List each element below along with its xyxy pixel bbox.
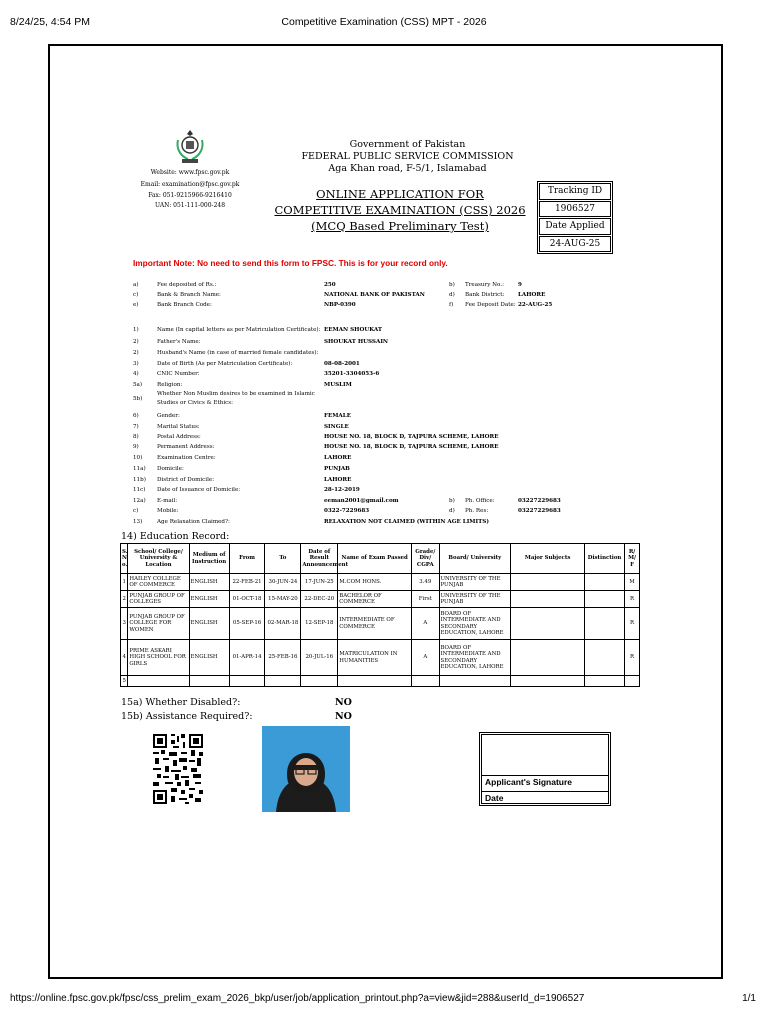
fee-label-c: Bank & Branch Name: xyxy=(157,292,221,298)
table-cell: ENGLISH xyxy=(189,574,229,591)
assistance-value: NO xyxy=(335,711,352,722)
field-value-gender: FEMALE xyxy=(324,413,351,419)
email-text: Email: examination@fpsc.gov.pk xyxy=(140,181,240,188)
fee-label-f: Fee Deposit Date: xyxy=(465,302,516,308)
field-label-dob: Date of Birth (As per Matriculation Certificate): xyxy=(157,361,293,367)
table-cell: M xyxy=(625,574,640,591)
date-applied-label: Date Applied xyxy=(539,218,611,235)
table-cell xyxy=(229,676,265,687)
table-cell: 01-OCT-18 xyxy=(229,591,265,608)
tracking-box xyxy=(537,181,613,254)
pakistan-emblem-icon xyxy=(175,128,205,164)
table-cell: 3.49 xyxy=(412,574,439,591)
table-cell: 4 xyxy=(121,640,128,676)
field-value-cnic: 35201-3304053-6 xyxy=(324,371,380,377)
table-cell xyxy=(511,640,585,676)
fee-key-f: f) xyxy=(449,302,454,308)
table-cell: PUNJAB GROUP OF COLLEGES xyxy=(128,591,189,608)
date-applied-value: 24-AUG-25 xyxy=(539,236,611,253)
field-num: 5a) xyxy=(133,382,143,388)
table-cell: 1 xyxy=(121,574,128,591)
field-label-religion: Religion: xyxy=(157,382,183,388)
table-cell: R xyxy=(625,640,640,676)
field-num: d) xyxy=(449,508,455,514)
field-num: 3) xyxy=(133,361,139,367)
field-label-name: Name (In capital letters as per Matriculation Certificate): xyxy=(157,327,321,333)
qr-code-icon xyxy=(153,734,203,804)
field-num: 2) xyxy=(133,339,139,345)
field-label-permanent: Permanent Address: xyxy=(157,444,215,450)
table-cell xyxy=(585,591,625,608)
table-cell: 15-MAY-20 xyxy=(265,591,301,608)
fee-value-f: 22-AUG-25 xyxy=(518,302,553,308)
table-cell: HAILEY COLLEGE OF COMMERCE xyxy=(128,574,189,591)
table-cell: 3 xyxy=(121,608,128,640)
field-num: 11b) xyxy=(133,477,146,483)
fee-value-b: 9 xyxy=(518,282,522,288)
table-cell: UNIVERSITY OF THE PUNJAB xyxy=(439,574,511,591)
field-num: 11a) xyxy=(133,466,146,472)
col-header-from: From xyxy=(229,544,265,574)
field-num: 12a) xyxy=(133,498,146,504)
field-label-centre: Examination Centre: xyxy=(157,455,216,461)
col-header-sno: S. N o. xyxy=(121,544,128,574)
field-value-marital: SINGLE xyxy=(324,424,349,430)
fax-text: Fax: 051-9215966-9216410 xyxy=(148,192,232,199)
website-text: Website: www.fpsc.gov.pk xyxy=(150,169,230,176)
disabled-label: 15a) Whether Disabled?: xyxy=(121,697,241,708)
table-cell: 30-JUN-24 xyxy=(265,574,301,591)
signature-box xyxy=(479,732,611,806)
print-datetime: 8/24/25, 4:54 PM xyxy=(10,16,90,28)
fee-value-a: 250 xyxy=(324,282,336,288)
col-header-major: Major Subjects xyxy=(511,544,585,574)
field-label-ph-office: Ph. Office: xyxy=(465,498,495,504)
field-value-mobile: 0322-7229683 xyxy=(324,508,370,514)
fee-label-d: Bank District: xyxy=(465,292,505,298)
fee-value-c: NATIONAL BANK OF PAKISTAN xyxy=(324,292,425,298)
table-cell: 12-SEP-18 xyxy=(301,608,338,640)
assistance-label: 15b) Assistance Required?: xyxy=(121,711,253,722)
field-label-marital: Marital Status: xyxy=(157,424,200,430)
org-line2: FEDERAL PUBLIC SERVICE COMMISSION xyxy=(301,151,514,162)
tracking-id-value: 1906527 xyxy=(539,201,611,218)
col-header-rmf: R/ M/ F xyxy=(625,544,640,574)
table-cell xyxy=(585,574,625,591)
field-num: 13) xyxy=(133,519,143,525)
field-value-email: eeman2001@gmail.com xyxy=(324,498,399,504)
table-cell: INTERMEDIATE OF COMMERCE xyxy=(338,608,412,640)
table-row xyxy=(121,676,640,687)
important-note: Important Note: No need to send this form to FPSC. This is for your record only. xyxy=(133,258,448,268)
table-cell: 22-FEB-21 xyxy=(229,574,265,591)
form-title-line2: COMPETITIVE EXAMINATION (CSS) 2026 xyxy=(274,203,526,217)
field-label-district: District of Domicile: xyxy=(157,477,215,483)
table-cell: 17-JUN-25 xyxy=(301,574,338,591)
fee-key-d: d) xyxy=(449,292,455,298)
print-page-number: 1/1 xyxy=(742,993,756,1004)
table-cell: 20-JUL-16 xyxy=(301,640,338,676)
table-row xyxy=(121,640,640,676)
table-cell: 05-SEP-16 xyxy=(229,608,265,640)
field-num: 5b) xyxy=(133,396,143,402)
field-value-centre: LAHORE xyxy=(324,455,352,461)
field-label-mobile: Mobile: xyxy=(157,508,179,514)
table-cell xyxy=(511,574,585,591)
field-label-husband: Husband's Name (in case of married female candidates): xyxy=(157,350,319,356)
field-label-non-muslim: Whether Non Muslim desires to be examined in Islamic xyxy=(157,391,315,397)
table-cell: R xyxy=(625,608,640,640)
disabled-value: NO xyxy=(335,697,352,708)
fee-key-e: e) xyxy=(133,302,139,308)
table-cell xyxy=(585,608,625,640)
table-cell: R xyxy=(625,591,640,608)
table-cell: A xyxy=(412,640,439,676)
fee-value-d: LAHORE xyxy=(518,292,546,298)
field-num: b) xyxy=(449,498,455,504)
col-header-medium: Medium of Instruction xyxy=(189,544,229,574)
field-value-ph-office: 03227229683 xyxy=(518,498,561,504)
field-label-non-muslim-2: Studies or Civics & Ethics: xyxy=(157,400,233,406)
print-page-title: Competitive Examination (CSS) MPT - 2026 xyxy=(281,16,487,28)
field-num: 8) xyxy=(133,434,139,440)
col-header-distinction: Distinction xyxy=(585,544,625,574)
field-label-ph-res: Ph. Res: xyxy=(465,508,489,514)
table-cell xyxy=(301,676,338,687)
field-value-domicile-date: 28-12-2019 xyxy=(324,487,360,493)
field-value-name: EEMAN SHOUKAT xyxy=(324,327,383,333)
table-cell: 25-FEB-16 xyxy=(265,640,301,676)
education-heading: 14) Education Record: xyxy=(121,531,230,542)
signature-date-label: Date xyxy=(482,791,608,805)
table-cell: M.COM HONS. xyxy=(338,574,412,591)
field-label-cnic: CNIC Number: xyxy=(157,371,200,377)
field-label-postal: Postal Address: xyxy=(157,434,201,440)
table-cell: ENGLISH xyxy=(189,640,229,676)
col-header-exam: Name of Exam Passed xyxy=(338,544,412,574)
table-cell: PRIME ASKARI HIGH SCHOOL FOR GIRLS xyxy=(128,640,189,676)
applicant-photo xyxy=(262,726,350,812)
field-label-domicile: Domicile: xyxy=(157,466,184,472)
field-num: 4) xyxy=(133,371,139,377)
table-cell: 02-MAR-18 xyxy=(265,608,301,640)
org-line1: Government of Pakistan xyxy=(349,139,466,150)
table-row xyxy=(121,574,640,591)
table-cell xyxy=(585,640,625,676)
table-row xyxy=(121,591,640,608)
table-cell: BOARD OF INTERMEDIATE AND SECONDARY EDUCATION, LAHORE xyxy=(439,640,511,676)
field-value-domicile: PUNJAB xyxy=(324,466,350,472)
col-header-result-date: Date of Result Announcement xyxy=(301,544,338,574)
table-cell: A xyxy=(412,608,439,640)
table-cell: BOARD OF INTERMEDIATE AND SECONDARY EDUCATION, LAHORE xyxy=(439,608,511,640)
table-cell xyxy=(625,676,640,687)
field-num: 9) xyxy=(133,444,139,450)
uan-text: UAN: 051-111-000-248 xyxy=(154,202,226,209)
table-cell xyxy=(585,676,625,687)
col-header-school: School/ College/ University & Location xyxy=(128,544,189,574)
table-cell: PUNJAB GROUP OF COLLEGE FOR WOMEN xyxy=(128,608,189,640)
table-cell: 2 xyxy=(121,591,128,608)
education-table xyxy=(120,543,640,687)
field-label-gender: Gender: xyxy=(157,413,180,419)
col-header-board: Board/ University xyxy=(439,544,511,574)
table-cell: BACHELOR OF COMMERCE xyxy=(338,591,412,608)
form-title-line1: ONLINE APPLICATION FOR xyxy=(316,187,484,201)
field-label-age-relaxation: Age Relaxation Claimed?: xyxy=(157,519,230,525)
fee-key-c: c) xyxy=(133,292,139,298)
print-footer-url: https://online.fpsc.gov.pk/fpsc/css_prelim_exam_2026_bkp/user/job/application_printout.php?a=view&jid=288&userId_d=1906527 xyxy=(10,993,585,1004)
field-value-father: SHOUKAT HUSSAIN xyxy=(324,339,389,345)
table-cell xyxy=(338,676,412,687)
fee-label-e: Bank Branch Code: xyxy=(157,302,212,308)
table-cell xyxy=(511,608,585,640)
col-header-to: To xyxy=(265,544,301,574)
field-num: c) xyxy=(133,508,139,514)
table-cell xyxy=(511,676,585,687)
tracking-id-label: Tracking ID xyxy=(539,183,611,200)
field-num: 10) xyxy=(133,455,143,461)
field-value-age-relaxation: RELAXATION NOT CLAIMED (WITHIN AGE LIMITS) xyxy=(324,519,489,525)
org-line3: Aga Khan road, F-5/1, Islamabad xyxy=(328,163,487,174)
table-cell: First xyxy=(412,591,439,608)
field-value-religion: MUSLIM xyxy=(324,382,352,388)
field-value-permanent: HOUSE NO. 18, BLOCK D, TAJPURA SCHEME, LAHORE xyxy=(324,444,499,450)
field-value-postal: HOUSE NO. 18, BLOCK D, TAJPURA SCHEME, LAHORE xyxy=(324,434,499,440)
table-cell xyxy=(439,676,511,687)
table-cell xyxy=(189,676,229,687)
education-header-row xyxy=(121,544,640,574)
table-cell xyxy=(412,676,439,687)
table-cell: 22-DEC-20 xyxy=(301,591,338,608)
field-num: 7) xyxy=(133,424,139,430)
fee-value-e: NBP-0390 xyxy=(324,302,356,308)
signature-label: Applicant's Signature xyxy=(482,775,608,789)
table-cell: 5 xyxy=(121,676,128,687)
fee-label-a: Fee deposited of Rs.: xyxy=(157,282,217,288)
field-label-email: E-mail: xyxy=(157,498,178,504)
table-cell: ENGLISH xyxy=(189,608,229,640)
field-value-ph-res: 03227229683 xyxy=(518,508,561,514)
field-label-domicile-date: Date of Issuance of Domicile: xyxy=(157,487,241,493)
field-label-father: Father's Name: xyxy=(157,339,201,345)
field-num: 11c) xyxy=(133,487,146,493)
table-cell: 01-APR-14 xyxy=(229,640,265,676)
field-value-district: LAHORE xyxy=(324,477,352,483)
table-cell xyxy=(128,676,189,687)
field-value-dob: 08-08-2001 xyxy=(324,361,360,367)
table-cell xyxy=(265,676,301,687)
field-num: 2) xyxy=(133,350,139,356)
table-cell: UNIVERSITY OF THE PUNJAB xyxy=(439,591,511,608)
fee-key-a: a) xyxy=(133,282,139,288)
field-num: 1) xyxy=(133,327,139,333)
table-cell: MATRICULATION IN HUMANITIES xyxy=(338,640,412,676)
fee-key-b: b) xyxy=(449,282,455,288)
table-cell xyxy=(511,591,585,608)
table-row xyxy=(121,608,640,640)
field-num: 6) xyxy=(133,413,139,419)
table-cell: ENGLISH xyxy=(189,591,229,608)
fee-label-b: Treasury No.: xyxy=(465,282,504,288)
col-header-grade: Grade/ Div/ CGPA xyxy=(412,544,439,574)
form-title-line3: (MCQ Based Preliminary Test) xyxy=(311,219,489,233)
